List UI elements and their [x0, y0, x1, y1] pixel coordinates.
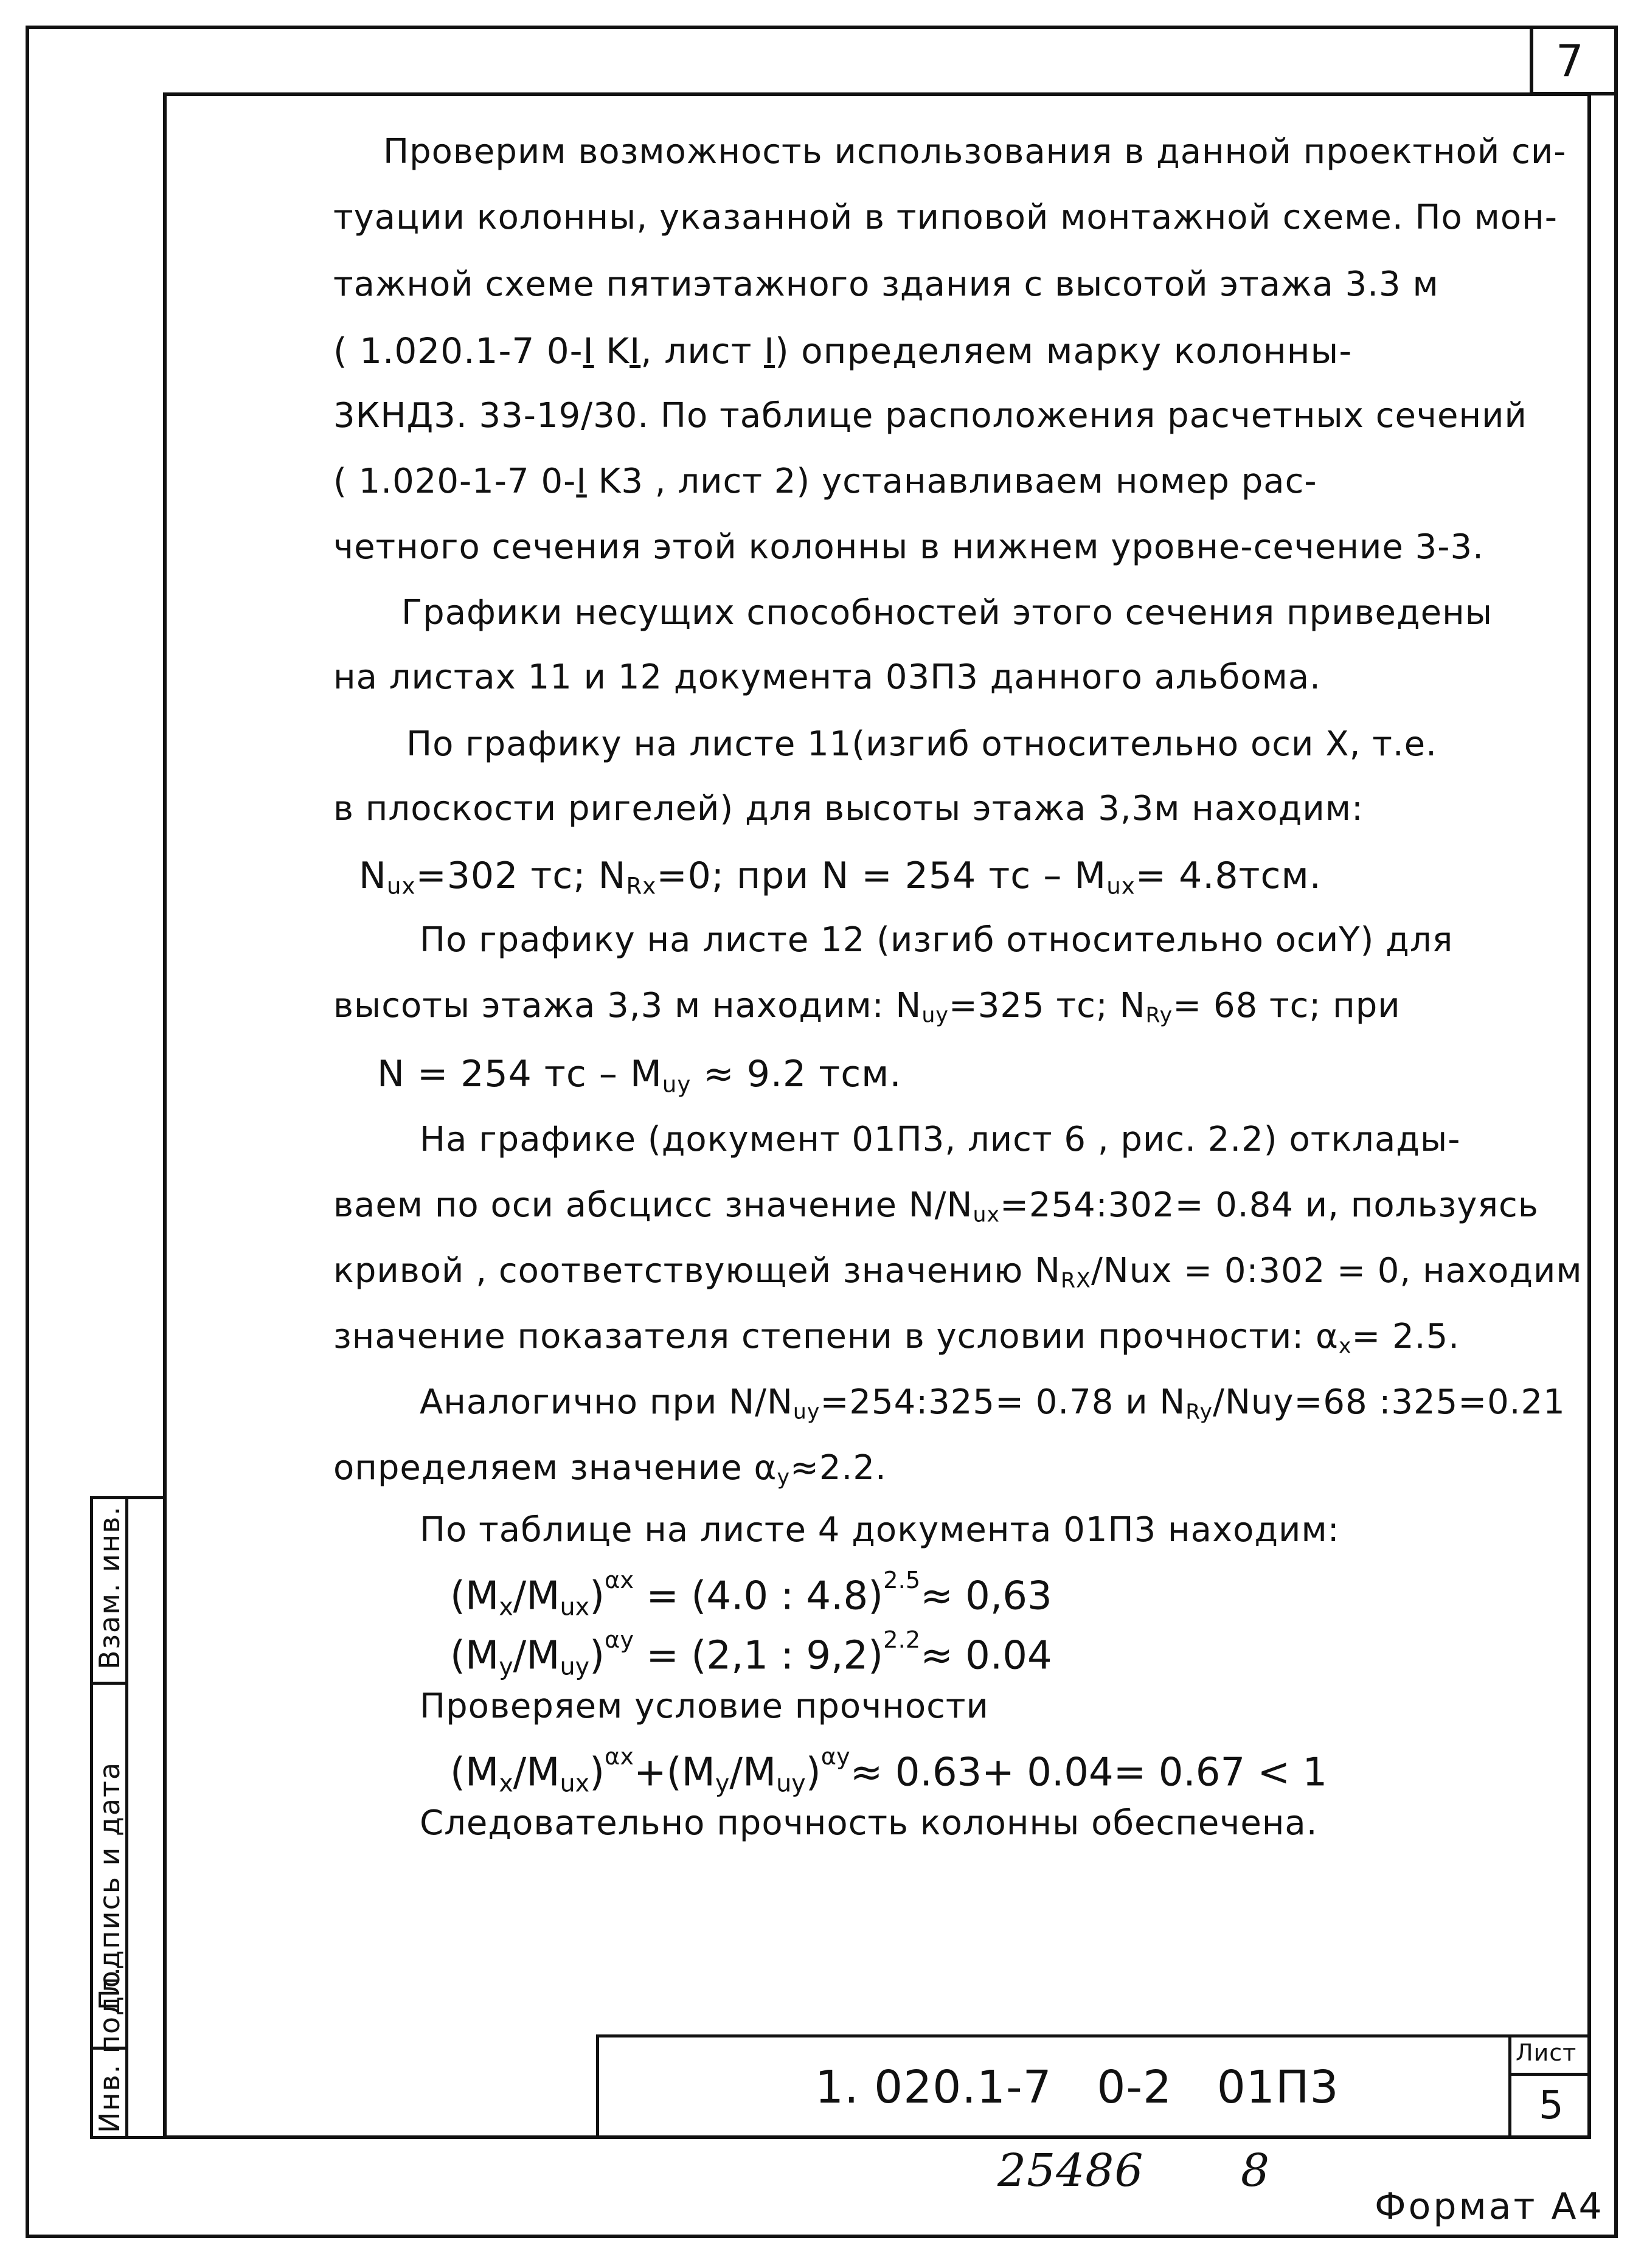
conclusion-line: Следовательно прочность колонны обеспечена. — [420, 1803, 1318, 1843]
p5-line1: На графике (документ 01П3, лист 6 , рис. 2.2) отклады- — [420, 1120, 1461, 1159]
p3-line2: в плоскости ригелей) для высоты этажа 3,3м находим: — [333, 789, 1364, 828]
ry-sub: Ry — [1185, 1399, 1213, 1424]
roman-one: I — [576, 462, 587, 501]
p1-line4 — [333, 330, 1353, 372]
f-div: /M — [513, 1573, 560, 1619]
p4-line2-a: высоты этажа 3,3 м находим: N — [333, 986, 922, 1025]
ux-sub: ux — [560, 1593, 590, 1621]
uy-sub: uy — [921, 1003, 949, 1028]
alpha-x-sup: αx — [605, 1743, 634, 1770]
sheet-number: 5 — [1539, 2083, 1564, 2128]
n-ux-value: =302 тс; N — [415, 855, 626, 897]
p5-line3-b: /Nux = 0:302 = 0, находим — [1091, 1251, 1583, 1291]
ux-sub: ux — [560, 1769, 590, 1798]
f-open: (M — [450, 1573, 499, 1619]
doc-code: 1. 020.1-7 0-2 01П3 — [815, 2061, 1339, 2114]
f-close: ) — [589, 1573, 605, 1619]
doc-ref-1: ( 1.020.1-7 0- — [333, 330, 583, 372]
f-close: ) — [589, 1633, 605, 1679]
rx-sub: RX — [1061, 1268, 1091, 1293]
formula-y — [450, 1626, 1052, 1681]
side-stamp-labels — [91, 1496, 128, 2138]
f-open: (M — [666, 1750, 715, 1795]
p1-line3: тажной схеме пятиэтажного здания с высотой этажа 3.3 м — [333, 265, 1439, 304]
f-open: (M — [450, 1750, 499, 1795]
side-label-inv: Инв. подл. — [93, 1966, 126, 2133]
format-label: Формат А4 — [1375, 2185, 1604, 2228]
alpha-y-sup: αy — [605, 1626, 634, 1654]
uy-sub: uy — [560, 1652, 590, 1681]
p1-line5: 3КНД3. 33-19/30. По таблице расположения расчетных сечений — [333, 396, 1527, 435]
formula-sum — [450, 1743, 1328, 1798]
f-div: /M — [513, 1633, 560, 1679]
p4-line2 — [333, 986, 1401, 1028]
x-sub: x — [499, 1593, 513, 1621]
f-open: (M — [450, 1633, 499, 1679]
p4-line2-b: =325 тс; N — [948, 986, 1146, 1025]
p1-line4-tail: определяем марку колонны- — [789, 330, 1353, 372]
plus-sign: + — [634, 1750, 667, 1795]
p3-line1: По графику на листе 11(изгиб относительно оси X, т.е. — [406, 724, 1437, 764]
p5-line4-a: значение показателя степени в условии прочности: α — [333, 1317, 1339, 1356]
p5-line3-a: кривой , соответствующей значению N — [333, 1251, 1061, 1291]
f2-pow: 2.2 — [883, 1626, 921, 1654]
alpha-y-sup: αy — [820, 1743, 850, 1770]
side-cell-inv — [91, 1966, 128, 2138]
p1-line2: туации колонны, указанной в типовой монтажной схеме. По мон- — [333, 198, 1558, 237]
result-line-x — [359, 855, 1322, 900]
x-sub: x — [499, 1769, 513, 1798]
p4-line1: По графику на листе 12 (изгиб относительно осиY) для — [420, 920, 1454, 960]
roman-one: I — [630, 330, 641, 372]
roman-one: I — [764, 330, 775, 372]
p6-line1-b: =254:325= 0.78 и N — [820, 1382, 1186, 1422]
p6-line1-a: Аналогично при N/N — [420, 1382, 793, 1422]
ux-sub: ux — [386, 872, 416, 900]
p1-line6-tail: K3 , лист 2) устанавливаем номер рас- — [586, 462, 1317, 501]
p6-line2-b: ≈2.2. — [790, 1448, 887, 1488]
uy-sub: uy — [662, 1070, 692, 1098]
paren: ) — [775, 330, 789, 372]
uy-sub: uy — [776, 1769, 806, 1798]
handwritten-number: 25486 — [997, 2145, 1144, 2197]
p2-line1: Графики несущих способностей этого сечения приведены — [401, 593, 1493, 633]
p6-line2-a: определяем значение α — [333, 1448, 777, 1488]
rx-sub: Rx — [626, 872, 657, 900]
p7-line: По таблице на листе 4 документа 01П3 находим: — [420, 1510, 1340, 1550]
p6-line2 — [333, 1448, 887, 1490]
check-line: Проверяем условие прочности — [420, 1687, 989, 1726]
y-sub: y — [499, 1652, 513, 1681]
p4-line3-b: ≈ 9.2 тсм. — [691, 1053, 902, 1095]
n-symbol: N — [359, 855, 387, 897]
sheet-cell-divider — [1508, 2034, 1511, 2139]
x-sub: x — [1338, 1334, 1352, 1359]
sheet-label: , лист — [640, 330, 764, 372]
f-close: ) — [589, 1750, 605, 1795]
p2-line2: на листах 11 и 12 документа 03П3 данного альбома. — [333, 657, 1321, 697]
p4-line3-a: N = 254 тс – M — [377, 1053, 662, 1095]
p5-line4 — [333, 1317, 1460, 1359]
p5-line2-a: ваем по оси абсцисс значение N/N — [333, 1185, 973, 1225]
ux-sub: ux — [973, 1202, 1000, 1227]
roman-one: I — [583, 330, 594, 372]
k-label: K — [594, 330, 630, 372]
f2-eq: = (2,1 : 9,2) — [634, 1633, 884, 1679]
sheet-label: Лист — [1516, 2039, 1577, 2066]
p1-line6 — [333, 462, 1317, 501]
p5-line3 — [333, 1251, 1583, 1293]
sheet-cell-hline — [1508, 2073, 1591, 2076]
side-label-vzam: Взам. инв. — [93, 1505, 126, 1670]
f2-result: ≈ 0.04 — [920, 1633, 1052, 1679]
side-cell-sign — [91, 1682, 128, 2047]
f-close: ) — [805, 1750, 821, 1795]
p1-line7: четного сечения этой колонны в нижнем уровне-сечение 3-3. — [333, 527, 1484, 567]
alpha-x-sup: αx — [605, 1567, 634, 1594]
doc-ref-2: ( 1.020-1-7 0- — [333, 462, 577, 501]
ux-sub: ux — [1106, 872, 1136, 900]
m-ux-value: = 4.8тсм. — [1135, 855, 1322, 897]
handwritten-digit: 8 — [1241, 2145, 1271, 2197]
f-div: /M — [513, 1750, 560, 1795]
side-label-sign: Подпись и дата — [93, 1761, 126, 2010]
p1-line1: Проверим возможность использования в данной проектной си- — [383, 132, 1567, 172]
p4-line3 — [377, 1053, 902, 1098]
p4-line2-c: = 68 тс; при — [1173, 986, 1401, 1025]
ry-sub: Ry — [1145, 1003, 1173, 1028]
page-number-top: 7 — [1556, 35, 1584, 86]
p5-line2-b: =254:302= 0.84 и, пользуясь — [1000, 1185, 1539, 1225]
f1-result: ≈ 0,63 — [920, 1573, 1052, 1619]
side-cell-vzam — [91, 1496, 128, 1682]
p6-line1-c: /Nuy=68 :325=0.21 — [1213, 1382, 1566, 1422]
p5-line2 — [333, 1185, 1539, 1227]
p6-line1 — [420, 1382, 1566, 1424]
f1-eq: = (4.0 : 4.8) — [634, 1573, 884, 1619]
formula-x — [450, 1569, 1052, 1620]
y-sub: y — [715, 1769, 730, 1798]
f-div: /M — [729, 1750, 777, 1795]
y-sub: y — [777, 1465, 790, 1490]
n-rx-value: =0; при N = 254 тс – M — [656, 855, 1107, 897]
uy-sub: uy — [793, 1399, 820, 1424]
p5-line4-b: = 2.5. — [1351, 1317, 1460, 1356]
f1-pow: 2.5 — [883, 1567, 921, 1594]
f3-result: ≈ 0.63+ 0.04= 0.67 < 1 — [850, 1750, 1328, 1795]
